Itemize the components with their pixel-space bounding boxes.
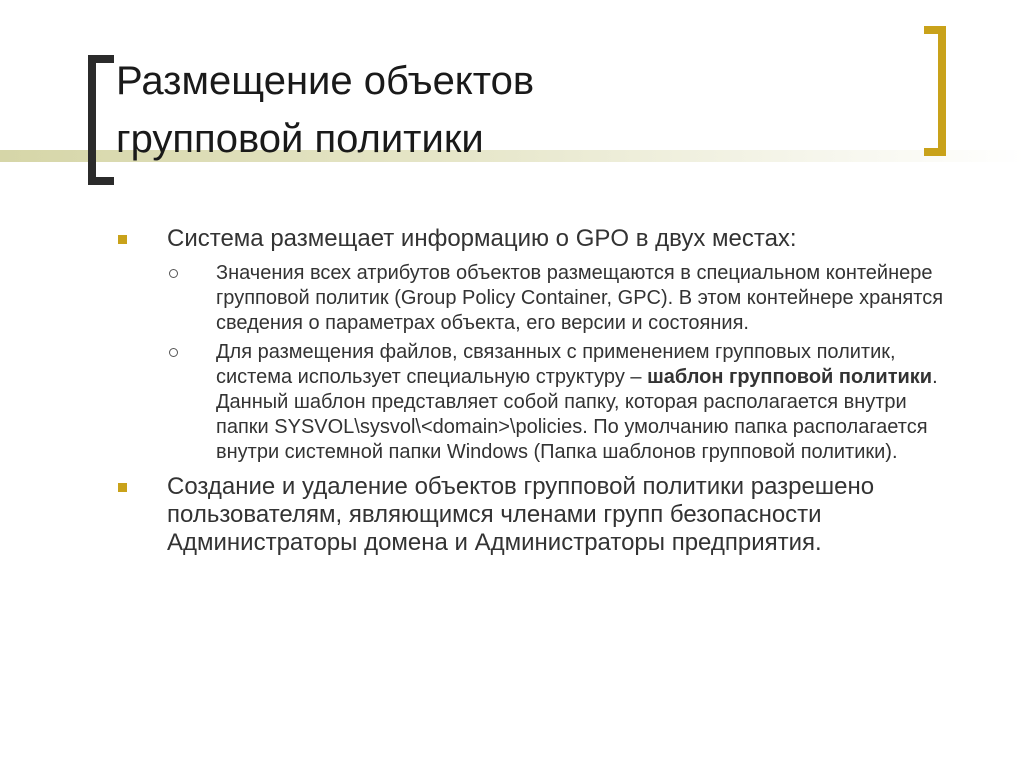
slide-title-line-2: групповой политики (116, 117, 484, 161)
square-bullet-icon (118, 483, 127, 492)
sub-bullet-item (112, 340, 962, 465)
circle-bullet-icon (169, 269, 178, 278)
bullet-item (112, 473, 962, 557)
sub-bullet-text: Значения всех атрибутов объектов размещаются в специальном контейнере групповой политик (Group Policy Container, GPC). В этом контейнере хранятся сведения о параметрах объекта, его версии и состояния. (216, 262, 944, 334)
left-bracket-decoration (88, 55, 114, 185)
slide-body (112, 225, 962, 565)
bullet-item (112, 225, 962, 253)
sub-bullet-bold-term: шаблон групповой политики (647, 366, 933, 388)
sub-bullet-item (112, 261, 962, 336)
circle-bullet-icon (169, 348, 178, 357)
sub-bullet-text-start: Для размещения файлов, связанных с применением групповых политик, система использует специальную структуру – (216, 341, 896, 388)
right-bracket-decoration (924, 26, 946, 156)
square-bullet-icon (118, 235, 127, 244)
sub-bullet-list (112, 261, 962, 465)
sub-bullet-text-end: . Данный шаблон представляет собой папку, которая располагается внутри папки SYSVOL\sysvol\<domain>\policies. По умолчанию папка располагается внутри системной папки Windows (Папка шаблонов групповой политики). (216, 366, 938, 463)
bullet-text: Система размещает информацию о GPO в двух местах: (167, 225, 797, 252)
slide-title-line-1: Размещение объектов (116, 59, 535, 103)
bullet-text: Создание и удаление объектов групповой политики разрешено пользователям, являющимся членами групп безопасности Администраторы домена и Администраторы предприятия. (167, 473, 875, 556)
slide-title (116, 52, 906, 168)
